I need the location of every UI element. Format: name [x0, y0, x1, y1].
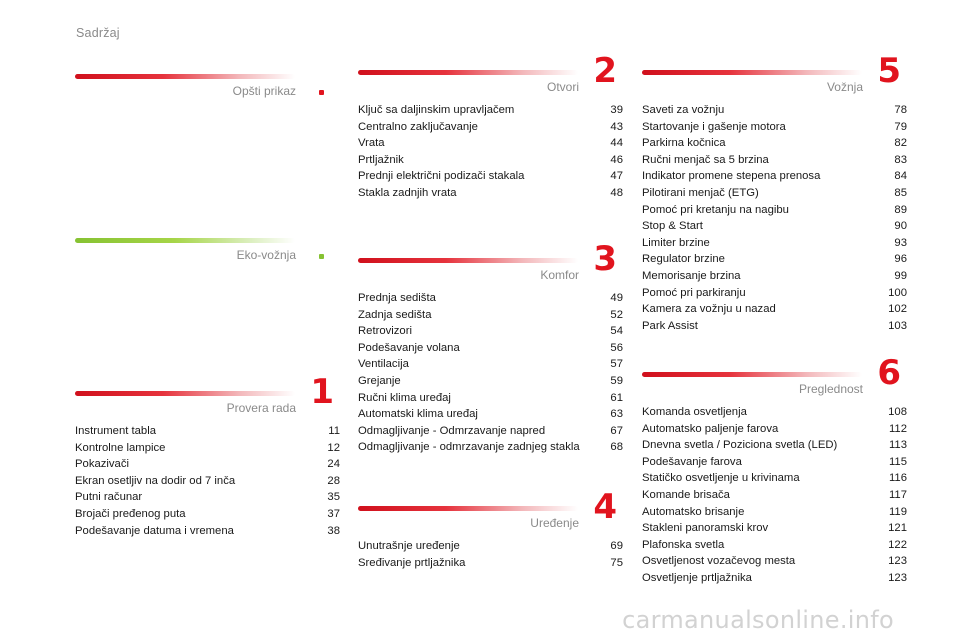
toc-entry[interactable]	[358, 119, 623, 136]
toc-entry[interactable]	[642, 404, 907, 421]
toc-entry-label: Kontrolne lampice	[75, 441, 166, 454]
toc-entry-page: 117	[888, 488, 907, 501]
toc-entry[interactable]	[642, 553, 907, 570]
section-number: 3	[593, 239, 617, 279]
toc-entry[interactable]	[358, 423, 623, 440]
toc-entry[interactable]	[358, 185, 623, 202]
toc-entry-label: Ručni menjač sa 5 brzina	[642, 153, 769, 166]
toc-entry-page: 100	[888, 286, 907, 299]
toc-entry[interactable]	[358, 373, 623, 390]
section-bar	[75, 74, 295, 79]
toc-entry[interactable]	[358, 135, 623, 152]
section-title[interactable]: Otvori	[546, 80, 579, 94]
toc-entry[interactable]	[75, 473, 340, 490]
toc-entry-label: Stakleni panoramski krov	[642, 522, 769, 535]
toc-entry-page: 49	[610, 292, 623, 304]
toc-entry[interactable]	[75, 440, 340, 457]
toc-entry-label: Odmagljivanje - Odmrzavanje napred	[358, 424, 546, 437]
toc-entry-page: 59	[610, 374, 623, 387]
toc-entry-label: Statičko osvetljenje u krivinama	[642, 472, 800, 485]
toc-entry[interactable]	[642, 168, 907, 185]
toc-entry-page: 113	[888, 439, 907, 452]
toc-entry-page: 119	[888, 505, 907, 518]
toc-entry-page: 43	[610, 120, 623, 133]
toc-entry-page: 96	[894, 253, 907, 266]
toc-entry[interactable]	[642, 268, 907, 285]
toc-entry[interactable]	[642, 251, 907, 268]
section-5-voznja	[642, 51, 907, 334]
toc-entry[interactable]	[642, 135, 907, 152]
toc-entry[interactable]	[642, 487, 907, 504]
toc-entry[interactable]	[358, 390, 623, 407]
toc-entry-label: Putni računar	[75, 491, 143, 504]
toc-entry-label: Stop & Start	[642, 220, 703, 233]
toc-entry-label: Prednji električni podizači stakala	[358, 170, 525, 183]
section-2-otvori	[358, 51, 623, 202]
toc-entry-page: 56	[610, 341, 623, 354]
toc-entry-label: Pokazivači	[75, 458, 129, 471]
toc-entry[interactable]	[642, 520, 907, 537]
toc-entry-page: 123	[888, 555, 907, 568]
toc-entry-label: Automatsko brisanje	[642, 505, 745, 518]
toc-entry-page: 61	[610, 391, 623, 404]
page-title: Sadržaj	[76, 26, 120, 40]
toc-entry-page: 82	[894, 137, 907, 150]
toc-entry-label: Centralno zaključavanje	[358, 120, 478, 133]
section-title[interactable]: Eko-vožnja	[236, 248, 296, 262]
section-bar	[75, 391, 295, 396]
toc-entry-page: 24	[327, 458, 340, 471]
toc-entry-label: Kamera za vožnju u nazad	[642, 303, 776, 316]
toc-entry-page: 102	[888, 303, 907, 316]
toc-entry-page: 99	[894, 269, 907, 282]
toc-entry[interactable]	[642, 470, 907, 487]
section-bar	[358, 70, 578, 75]
toc-entry-label: Ventilacija	[358, 358, 409, 371]
toc-entry-page: 68	[610, 441, 623, 454]
toc-entry-label: Retrovizori	[358, 325, 412, 338]
toc-entry-label: Stakla zadnjih vrata	[358, 186, 457, 199]
toc-entry[interactable]	[642, 119, 907, 136]
section-number: 6	[877, 353, 901, 393]
toc-entry[interactable]	[75, 506, 340, 523]
toc-entry-page: 85	[894, 186, 907, 199]
toc-entry[interactable]	[642, 218, 907, 235]
section-eko-voznja	[75, 234, 340, 268]
toc-entry-label: Park Assist	[642, 319, 698, 332]
toc-entry[interactable]	[358, 406, 623, 423]
toc-entry-label: Regulator brzine	[642, 253, 725, 266]
section-number: 2	[593, 51, 617, 91]
toc-entry-page: 103	[888, 319, 907, 332]
toc-entry-page: 47	[610, 170, 623, 183]
toc-entry[interactable]	[642, 437, 907, 454]
toc-entry[interactable]	[358, 340, 623, 357]
toc-entry[interactable]	[75, 456, 340, 473]
toc-entry-label: Automatski klima uređaj	[358, 408, 478, 421]
section-bar	[358, 258, 578, 263]
toc-entry[interactable]	[642, 202, 907, 219]
toc-entry-page: 112	[888, 422, 907, 435]
section-title[interactable]: Preglednost	[798, 382, 863, 396]
toc-entry-label: Dnevna svetla / Poziciona svetla (LED)	[642, 439, 838, 452]
toc-entry-page: 69	[610, 540, 623, 552]
toc-entry-label: Prednja sedišta	[358, 292, 436, 304]
toc-entry-page: 75	[610, 556, 623, 569]
toc-entry-page: 78	[894, 104, 907, 116]
toc-entry[interactable]	[642, 285, 907, 302]
toc-entry-label: Indikator promene stepena prenosa	[642, 170, 821, 183]
toc-entry[interactable]	[642, 102, 907, 119]
toc-entry[interactable]	[642, 454, 907, 471]
toc-entry-label: Memorisanje brzina	[642, 269, 741, 282]
section-title[interactable]: Provera rada	[226, 401, 296, 415]
toc-entry-page: 116	[888, 472, 907, 485]
toc-entry-page: 54	[610, 325, 623, 338]
toc-entry[interactable]	[358, 102, 623, 119]
section-dot-icon	[319, 254, 324, 259]
toc-entry-label: Pomoć pri parkiranju	[642, 286, 746, 299]
section-4-uredjenje	[358, 487, 623, 571]
toc-entry-label: Plafonska svetla	[642, 538, 725, 551]
section-bar	[358, 506, 578, 511]
toc-entry-page: 89	[894, 203, 907, 216]
section-title[interactable]: Komfor	[540, 268, 579, 282]
toc-entry-page: 83	[894, 153, 907, 166]
section-bar	[642, 70, 862, 75]
section-title[interactable]: Uređenje	[530, 516, 579, 530]
toc-entry-page: 35	[327, 491, 340, 504]
toc-entry-label: Limiter brzine	[642, 236, 710, 249]
toc-entry[interactable]	[642, 235, 907, 252]
toc-entry-label: Odmagljivanje - odmrzavanje zadnjeg stakla	[358, 441, 580, 454]
toc-entry-label: Saveti za vožnju	[642, 104, 725, 116]
section-bar	[75, 238, 295, 243]
toc-entry-page: 44	[610, 137, 623, 150]
section-number: 4	[593, 487, 617, 527]
toc-entry[interactable]	[642, 152, 907, 169]
toc-entry-page: 46	[610, 153, 623, 166]
section-opsti-prikaz	[75, 70, 340, 104]
section-number: 1	[310, 372, 334, 412]
toc-entry-page: 122	[888, 538, 907, 551]
toc-entry-label: Ručni klima uređaj	[358, 391, 451, 404]
section-6-preglednost	[642, 353, 907, 587]
toc-entry-label: Brojači pređenog puta	[75, 507, 186, 520]
entry-list	[358, 290, 623, 456]
toc-entry[interactable]	[642, 185, 907, 202]
toc-entry-page: 79	[894, 120, 907, 133]
toc-entry-label: Vrata	[358, 137, 385, 150]
toc-entry-page: 84	[894, 170, 907, 183]
toc-entry-label: Ekran osetljiv na dodir od 7 inča	[75, 474, 236, 487]
toc-entry[interactable]	[642, 504, 907, 521]
toc-entry[interactable]	[358, 290, 623, 307]
entry-list	[358, 102, 623, 202]
toc-entry[interactable]	[358, 356, 623, 373]
toc-entry-page: 123	[888, 571, 907, 584]
toc-entry[interactable]	[358, 168, 623, 185]
toc-entry-label: Podešavanje farova	[642, 455, 742, 468]
toc-entry-label: Instrument tabla	[75, 425, 157, 437]
toc-entry[interactable]	[642, 570, 907, 587]
toc-entry-label: Sređivanje prtljažnika	[358, 556, 466, 569]
toc-entry-label: Ključ sa daljinskim upravljačem	[358, 104, 515, 116]
toc-entry-label: Grejanje	[358, 374, 401, 387]
toc-entry-label: Pomoć pri kretanju na nagibu	[642, 203, 789, 216]
entry-list	[642, 102, 907, 334]
entry-list	[358, 538, 623, 571]
toc-entry-label: Parkirna kočnica	[642, 137, 726, 150]
section-number: 5	[877, 51, 901, 91]
toc-entry-page: 90	[894, 220, 907, 233]
toc-entry-label: Komande brisača	[642, 488, 730, 501]
toc-entry-page: 12	[327, 441, 340, 454]
toc-entry-page: 39	[610, 104, 623, 116]
toc-entry-label: Komanda osvetljenja	[642, 406, 747, 418]
toc-entry[interactable]	[642, 421, 907, 438]
section-title[interactable]: Opšti prikaz	[232, 84, 296, 98]
entry-list	[642, 404, 907, 587]
watermark: carmanualsonline.info	[622, 606, 894, 634]
toc-entry[interactable]	[358, 439, 623, 456]
section-3-komfor	[358, 239, 623, 456]
toc-entry-label: Unutrašnje uređenje	[358, 540, 460, 552]
toc-entry-page: 48	[610, 186, 623, 199]
toc-entry-label: Osvetljenje prtljažnika	[642, 571, 752, 584]
toc-entry-label: Osvetljenost vozačevog mesta	[642, 555, 796, 568]
toc-entry-page: 67	[610, 424, 623, 437]
section-bar	[642, 372, 862, 377]
toc-entry[interactable]	[358, 152, 623, 169]
toc-entry[interactable]	[358, 323, 623, 340]
toc-entry-page: 63	[610, 408, 623, 421]
toc-entry-page: 57	[610, 358, 623, 371]
toc-entry-label: Pilotirani menjač (ETG)	[642, 186, 759, 199]
toc-entry[interactable]	[642, 537, 907, 554]
toc-entry-page: 52	[610, 308, 623, 321]
toc-entry[interactable]	[75, 489, 340, 506]
toc-entry-page: 11	[328, 425, 340, 437]
toc-entry[interactable]	[358, 307, 623, 324]
toc-entry-page: 115	[888, 455, 907, 468]
section-1-provera-rada	[75, 372, 340, 539]
toc-entry-label: Automatsko paljenje farova	[642, 422, 779, 435]
toc-entry-page: 37	[327, 507, 340, 520]
toc-entry-label: Prtljažnik	[358, 153, 404, 166]
toc-entry-label: Podešavanje volana	[358, 341, 460, 354]
toc-entry-label: Podešavanje datuma i vremena	[75, 524, 234, 537]
toc-entry[interactable]	[642, 318, 907, 335]
section-dot-icon	[319, 90, 324, 95]
toc-entry[interactable]	[642, 301, 907, 318]
toc-entry-page: 108	[888, 406, 907, 418]
toc-entry[interactable]	[358, 555, 623, 572]
toc-entry-page: 93	[894, 236, 907, 249]
toc-entry[interactable]	[75, 523, 340, 540]
entry-list	[75, 423, 340, 539]
toc-entry-label: Startovanje i gašenje motora	[642, 120, 786, 133]
toc-entry[interactable]	[358, 538, 623, 555]
section-title[interactable]: Vožnja	[826, 80, 863, 94]
toc-entry-page: 38	[327, 524, 340, 537]
toc-entry[interactable]	[75, 423, 340, 440]
toc-entry-page: 121	[888, 522, 907, 535]
toc-entry-page: 28	[327, 474, 340, 487]
toc-entry-label: Zadnja sedišta	[358, 308, 432, 321]
